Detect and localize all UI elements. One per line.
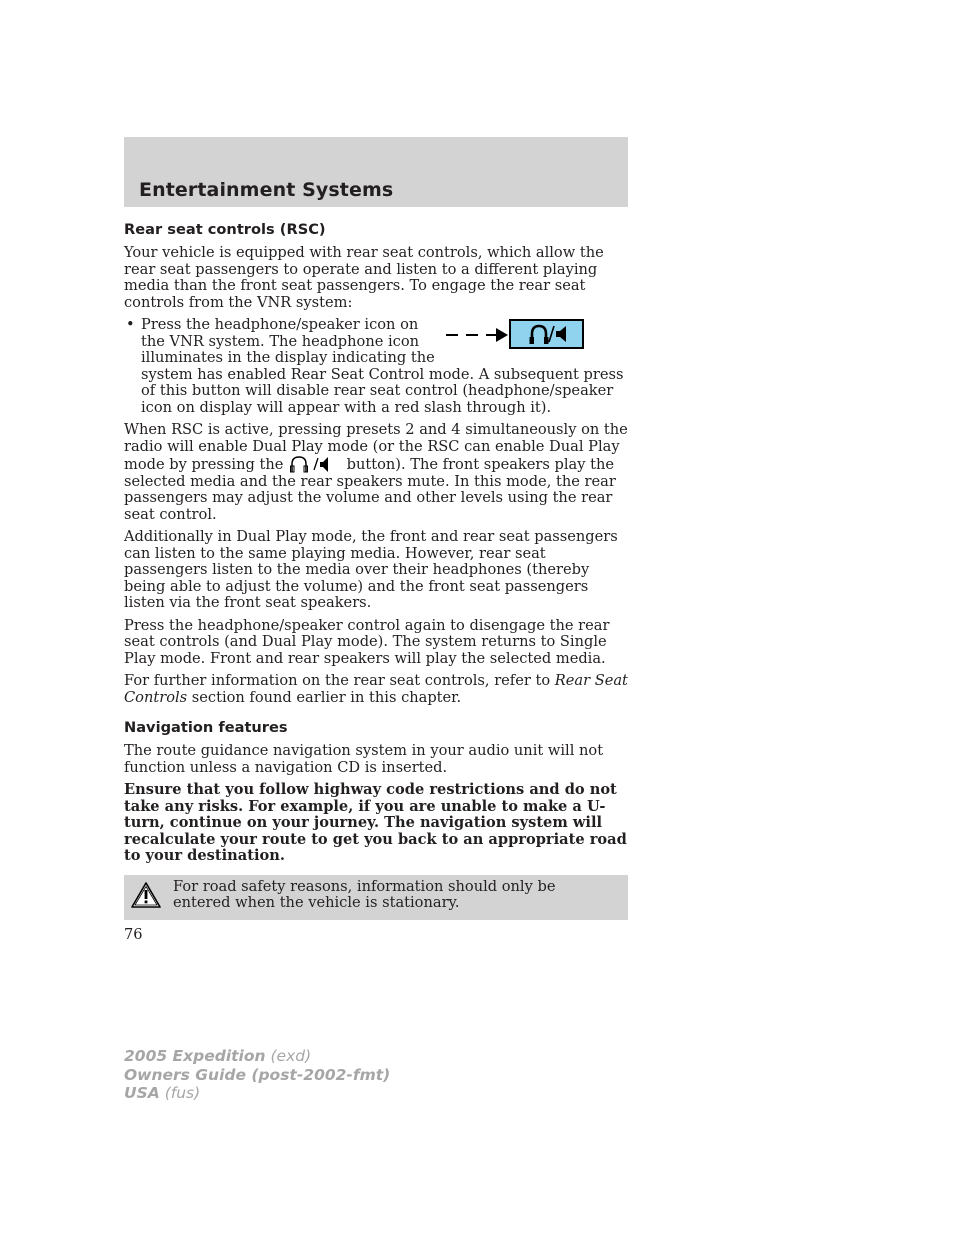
warning-box — [124, 875, 628, 920]
further-info-paragraph: For further information on the rear seat controls, refer to Rear Seat Controls section found earlier in this chapter. — [124, 672, 628, 706]
rsc-bullet-item — [124, 317, 630, 416]
bullet-marker: • — [126, 316, 135, 333]
page-number: 76 — [124, 926, 143, 943]
navigation-caution-paragraph: Ensure that you follow highway code restrictions and do not take any risks. For example, if you are unable to make a U-turn, continue on your journey. The navigation system will recalculate your route to get you back to an appropriate road to your destination. — [124, 781, 627, 864]
rsc-heading: Rear seat controls (RSC) — [124, 221, 326, 238]
page-content — [124, 221, 630, 920]
rsc-intro-paragraph: Your vehicle is equipped with rear seat controls, which allow the rear seat passengers to operate and listen to a different playing media than the front seat passengers. To engage the rear seat controls from the VNR system: — [124, 244, 604, 311]
headphone-speaker-inline-icon — [288, 455, 342, 473]
section-title: Entertainment Systems — [139, 179, 394, 201]
warning-triangle-icon — [130, 881, 162, 909]
headphone-speaker-button-illustration — [444, 318, 594, 352]
speaker-icon — [320, 457, 328, 472]
disengage-paragraph: Press the headphone/speaker control again to disengage the rear seat controls (and Dual Play mode). The system returns to Single Play mode. Front and rear speakers will play the selected media. — [124, 616, 610, 667]
navigation-heading: Navigation features — [124, 719, 288, 736]
footer-line-2: Owners Guide (post-2002-fmt) — [124, 1065, 391, 1084]
arrow-right-icon — [496, 328, 508, 342]
warning-text: For road safety reasons, information should only be entered when the vehicle is stationary. — [173, 877, 556, 911]
rsc-active-paragraph: When RSC is active, pressing presets 2 and 4 simultaneously on the radio will enable Dual Play mode (or the RSC can enable Dual Play mode by pressing the button). The front speakers play the selected media and the rear speakers mute. In this mode, the rear passengers may adjust the volume and other levels using the rear seat control. — [124, 421, 628, 523]
section-header-band — [124, 137, 628, 207]
footer-line-1: 2005 Expedition (exd) — [124, 1047, 312, 1065]
rear-seat-controls-reference: Rear Seat Controls — [124, 672, 628, 706]
navigation-intro-paragraph: The route guidance navigation system in your audio unit will not function unless a navigation CD is inserted. — [124, 742, 604, 776]
headphone-speaker-button-figure — [444, 318, 594, 352]
document-footer — [124, 1047, 390, 1103]
rsc-bullet-text: Press the headphone/speaker icon on the VNR system. The headphone icon illuminates in the display indicating the system has enabled Rear Seat Control mode. A subsequent press of this button will disable rear seat control (headphone/speaker icon on display will appear with a red slash through it). — [141, 316, 624, 416]
dual-play-paragraph: Additionally in Dual Play mode, the front and rear seat passengers can listen to the same playing media. However, rear seat passengers listen to the media over their headphones (thereby being able to adjust the volume) and the front seat passengers listen via the front seat speakers. — [124, 528, 618, 611]
footer-line-3: USA (fus) — [124, 1084, 201, 1102]
